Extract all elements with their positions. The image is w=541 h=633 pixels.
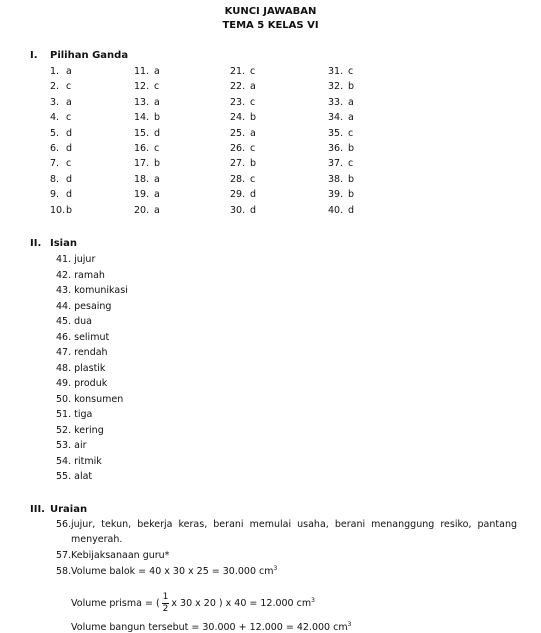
isian-item: 51. tiga [56,409,93,420]
mc-answer [134,97,160,108]
mc-answer [230,189,256,200]
doc-subtitle: TEMA 5 KELAS VI [222,20,319,31]
mc-answer [134,189,160,200]
answer-58-number: 58. [56,566,72,577]
answer-56-line-1: jujur, tekun, bekerja keras, berani memulai usaha, berani menanggung resiko, pantang [71,519,517,530]
mc-answer [230,143,255,154]
question-number: 23. [230,96,246,108]
mc-answer [50,189,72,200]
answer-letter: d [348,204,355,216]
answer-letter: c [154,143,160,154]
mc-answer [50,66,72,77]
isian-item: 44. pesaing [56,300,112,312]
answer-letter: b [66,204,73,216]
answer-56-number: 56. [56,519,72,530]
answer-letter: d [66,143,73,154]
answer-letter: b [154,158,161,170]
question-number: 32. [328,81,344,93]
section-number: II. [30,238,42,249]
question-number: 38. [328,173,344,185]
mc-answer [134,66,160,77]
question-number: 6. [50,143,60,154]
answer-letter: b [348,189,355,201]
answer-letter: b [154,112,161,124]
question-number: 8. [50,173,60,185]
isian-item: 55. alat [56,471,93,482]
mc-answer [328,128,353,139]
section-heading-pilihan-ganda [30,50,128,61]
isian-item: 45. dua [56,316,93,327]
isian-item: 53. air [56,440,87,451]
answer-letter: b [348,81,355,93]
mc-answer [134,174,160,185]
question-number: 15. [134,127,150,139]
answer-letter: c [348,127,354,139]
answer-letter: c [66,112,72,124]
question-number: 10. [50,204,66,216]
answer-letter: c [250,66,256,77]
mc-answer [134,81,159,92]
question-number: 21. [230,66,246,77]
mc-answer [328,158,353,169]
answer-letter: d [154,127,161,139]
question-number: 34. [328,112,344,124]
mc-answer [328,143,354,154]
volume-balok-line: Volume balok = 40 x 30 x 25 = 30.000 cm [71,566,274,577]
mc-answer [230,174,255,185]
question-number: 9. [50,189,60,201]
question-number: 40. [328,204,344,216]
mc-answer [328,189,354,200]
mc-answer [230,158,256,169]
answer-letter: a [154,173,160,185]
question-number: 4. [50,112,60,124]
question-number: 2. [50,81,60,93]
mc-answer [328,112,354,123]
isian-item: 52. kering [56,424,104,436]
mc-answer [230,112,256,123]
question-number: 36. [328,143,344,154]
mc-answer [134,128,160,139]
question-number: 39. [328,189,344,201]
question-number: 1. [50,66,60,77]
question-number: 14. [134,112,150,124]
mc-answer [230,66,255,77]
answer-letter: c [66,158,72,170]
volume-total-line: Volume bangun tersebut = 30.000 + 12.000 = 42.000 $cm^3$ [71,621,352,633]
answer-letter: a [66,66,72,77]
fraction-half: $\frac{1}{2}$ [162,592,169,614]
answer-letter: a [250,81,256,93]
answer-letter: a [154,204,160,216]
answer-letter: c [250,96,256,108]
answer-letter: a [348,96,354,108]
answer-letter: d [250,189,257,201]
mc-answer [50,158,71,169]
cubic-exponent: 3 [311,597,315,604]
answer-letter: b [348,173,355,185]
isian-item: 47. rendah [56,347,108,358]
mc-answer [134,205,160,216]
question-number: 7. [50,158,60,170]
mc-answer [50,174,72,185]
answer-57-text: Kebijaksanaan guru* [71,550,170,561]
mc-answer [328,97,354,108]
mc-answer [328,66,353,77]
isian-item: 54. ritmik [56,455,102,467]
mc-answer [50,128,72,139]
answer-56-line-2: menyerah. [71,534,123,545]
answer-letter: b [250,158,257,170]
question-number: 18. [134,173,150,185]
question-number: 12. [134,81,150,93]
mc-answer [50,81,71,92]
answer-letter: c [348,158,354,170]
question-number: 37. [328,158,344,170]
mc-answer [230,97,255,108]
isian-item: 50. konsumen [56,393,124,405]
mc-answer [230,205,256,216]
question-number: 35. [328,127,344,139]
answer-57-number: 57. [56,550,72,561]
volume-prisma-line: Volume prisma = ( $\frac{1}{2}$ x 30 x 20 ) x 40 = 12.000 $cm^3$ [71,592,315,614]
isian-item: 42. ramah [56,269,105,281]
question-number: 5. [50,127,60,139]
question-number: 17. [134,158,150,170]
answer-58 [56,566,277,577]
answer-letter: a [250,127,256,139]
cubic-exponent: 3 [273,565,278,572]
isian-item: 48. plastik [56,362,106,374]
answer-letter: a [154,189,160,201]
answer-letter: b [348,143,355,154]
answer-letter: c [154,81,160,93]
question-number: 31. [328,66,344,77]
question-number: 16. [134,143,150,154]
question-number: 26. [230,143,246,154]
isian-item: 43. komunikasi [56,285,128,296]
question-number: 29. [230,189,246,201]
question-number: 27. [230,158,246,170]
question-number: 33. [328,96,344,108]
question-number: 3. [50,96,60,108]
question-number: 13. [134,96,150,108]
mc-answer [328,205,354,216]
answer-letter: d [66,173,73,185]
isian-item: 49. produk [56,378,108,389]
section-number: III. [30,504,45,515]
answer-letter: c [348,66,354,77]
question-number: 22. [230,81,246,93]
answer-letter: c [250,173,256,185]
answer-letter: a [154,96,160,108]
mc-answer [230,128,256,139]
answer-letter: b [250,112,257,124]
doc-title: KUNCI JAWABAN [224,6,317,17]
mc-answer [328,174,354,185]
isian-item: 46. selimut [56,331,110,343]
mc-answer [134,158,160,169]
mc-answer [50,143,72,154]
answer-letter: a [66,96,72,108]
mc-answer [134,143,159,154]
question-number: 24. [230,112,246,124]
question-number: 19. [134,189,150,201]
question-number: 25. [230,127,246,139]
mc-answer [50,205,72,216]
mc-answer [50,97,72,108]
mc-answer [50,112,71,123]
mc-answer [328,81,354,92]
answer-letter: d [250,204,257,216]
question-number: 28. [230,173,246,185]
section-title: Pilihan Ganda [50,50,129,61]
section-heading-uraian [30,504,87,515]
section-title: Uraian [50,504,88,515]
question-number: 20. [134,204,150,216]
section-title: Isian [50,238,77,249]
mc-answer [230,81,256,92]
question-number: 30. [230,204,246,216]
question-number: 11. [134,66,150,77]
section-number: I. [30,50,38,61]
answer-letter: d [66,189,73,201]
answer-letter: c [66,81,72,93]
cubic-exponent: 3 [347,621,352,628]
answer-letter: d [66,127,73,139]
answer-letter: c [250,143,256,154]
isian-item: 41. jujur [56,254,96,265]
answer-letter: a [348,112,354,124]
section-heading-isian [30,238,77,249]
answer-57 [56,550,169,561]
answer-letter: a [154,66,160,77]
mc-answer [134,112,160,123]
